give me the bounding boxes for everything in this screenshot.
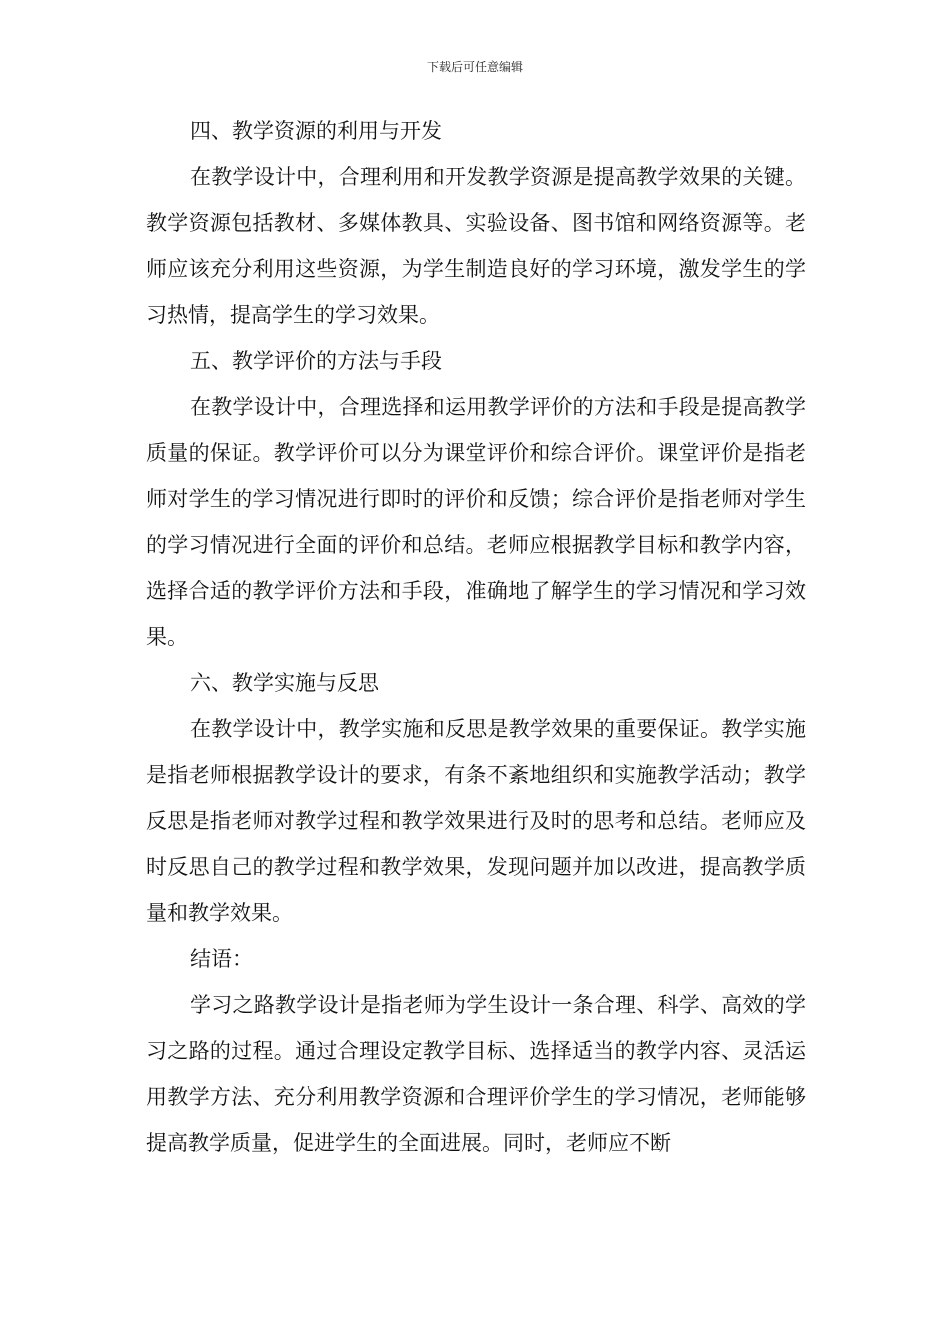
section-heading-implementation: 六、教学实施与反思 [190, 671, 379, 695]
section-paragraph-conclusion: 学习之路教学设计是指老师为学生设计一条合理、科学、高效的学习之路的过程。通过合理设定教学目标、选择适当的教学内容、灵活运用教学方法、充分利用教学资源和合理评价学生的学习情况，老师能够提高教学质量，促进学生的全面进展。同时，老师应不断 [146, 993, 806, 1155]
section-paragraph-evaluation: 在教学设计中，合理选择和运用教学评价的方法和手段是提高教学质量的保证。教学评价可以分为课堂评价和综合评价。课堂评价是指老师对学生的学习情况进行即时的评价和反馈；综合评价是指老师对学生的学习情况进行全面的评价和总结。老师应根据教学目标和教学内容，选择合适的教学评价方法和手段，准确地了解学生的学习情况和学习效果。 [146, 395, 806, 649]
document-body [146, 108, 806, 1166]
section-paragraph-implementation: 在教学设计中，教学实施和反思是教学效果的重要保证。教学实施是指老师根据教学设计的要求，有条不紊地组织和实施教学活动；教学反思是指老师对教学过程和教学效果进行及时的思考和总结。老师应及时反思自己的教学过程和教学效果，发现问题并加以改进，提高教学质量和教学效果。 [146, 717, 806, 925]
section-heading-conclusion: 结语： [190, 947, 253, 971]
header-note: 下载后可任意编辑 [426, 60, 523, 74]
section-paragraph-resources: 在教学设计中，合理利用和开发教学资源是提高教学效果的关键。教学资源包括教材、多媒体教具、实验设备、图书馆和网络资源等。老师应该充分利用这些资源，为学生制造良好的学习环境，激发学生的学习热情，提高学生的学习效果。 [146, 165, 806, 327]
section-heading-resources: 四、教学资源的利用与开发 [190, 119, 442, 143]
section-heading-evaluation: 五、教学评价的方法与手段 [190, 349, 442, 373]
